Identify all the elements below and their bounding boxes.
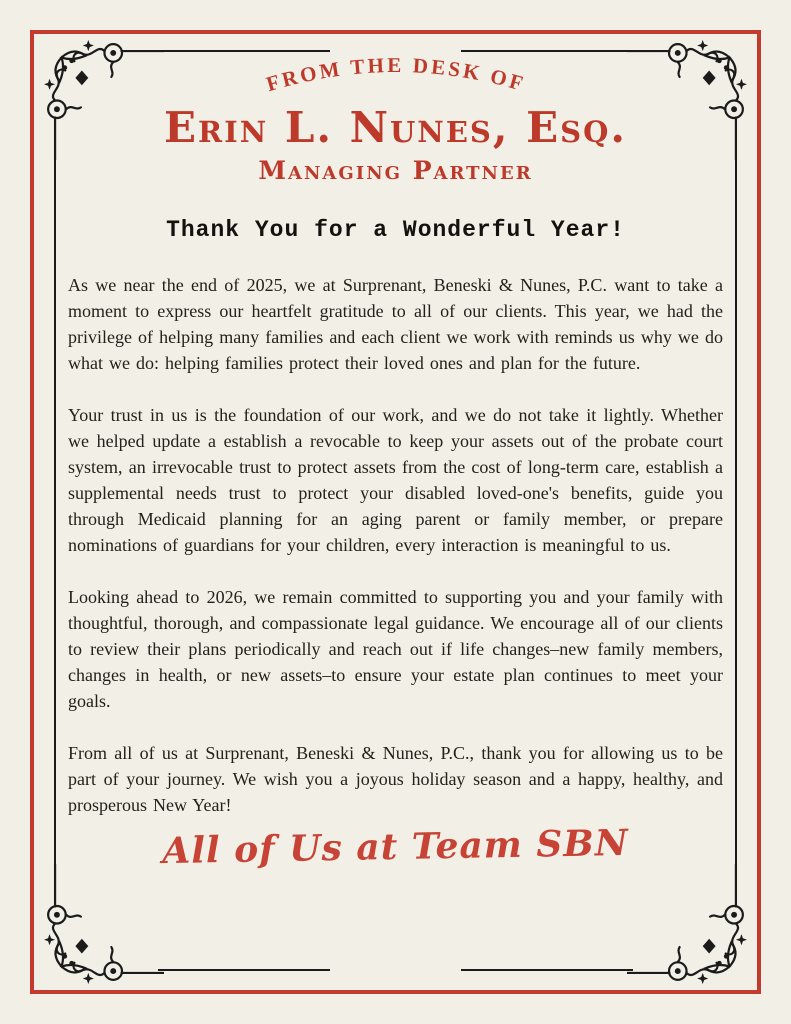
letter-body [68,272,723,818]
paragraph-2: Your trust in us is the foundation of our work, and we do not take it lightly. Whether we helped update a establish a revocable to keep your assets out of the probate court system, an irrevocable trust to protect assets from the cost of long-term care, establish a supplemental needs trust to protect your disabled loved-one's benefits, guide you through Medicaid planning for an aging parent or family member, or prepare nominations of guardians for your children, every interaction is meaningful to us. [68,405,723,556]
paragraph-3: Looking ahead to 2026, we remain committed to supporting you and your family with thoughtful, thorough, and compassionate legal guidance. We encourage all of our clients to review their plans periodically and reach out if life changes–new family members, changes in health, or new assets–to ensure your estate plan continues to meet your goals. [68,587,723,712]
paragraph-4: From all of us at Surprenant, Beneski & Nunes, P.C., thank you for allowing us to be part of your journey. We wish you a joyous holiday season and a happy, healthy, and prosperous New Year! [68,743,723,816]
signature-script: All of Us at Team SBN [161,822,630,873]
kicker-label: FROM THE DESK OF [263,52,528,97]
author-name: Erin L. Nunes, Esq. [164,103,627,152]
letter-headline: Thank You for a Wonderful Year! [166,217,625,244]
svg-text:FROM THE DESK OF [263,53,528,96]
arched-kicker-text [226,52,566,104]
paragraph-1: As we near the end of 2025, we at Surprenant, Beneski & Nunes, P.C. want to take a moment to express our heartfelt gratitude to all of our clients. This year, we had the privilege of helping many families and each client we work with reminds us why we do what we do: helping families protect their loved ones and plan for the future. [68,275,723,374]
author-role: Managing Partner [258,156,533,186]
